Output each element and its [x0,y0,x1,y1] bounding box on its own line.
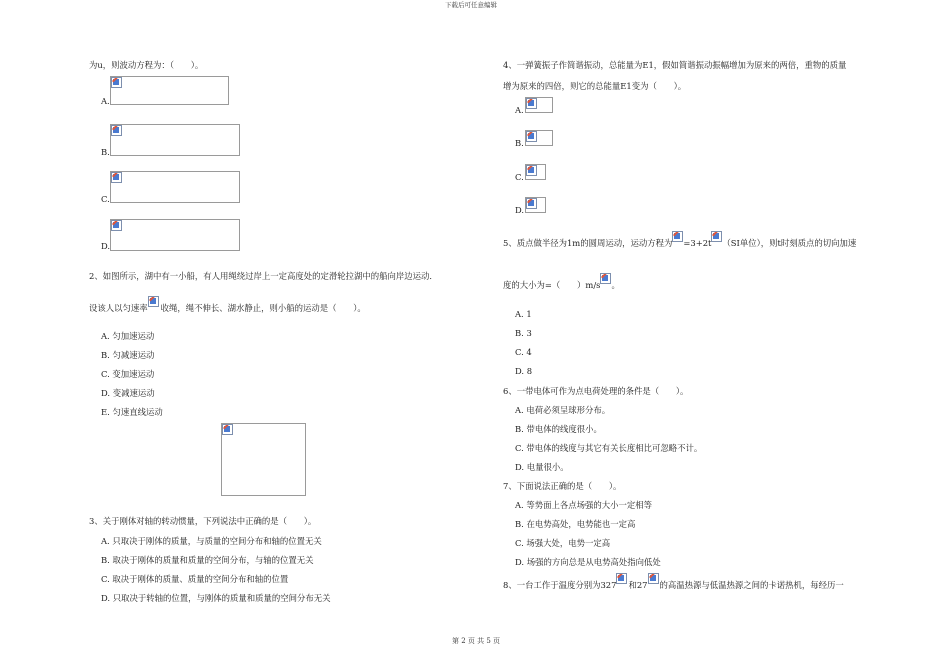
q4-option-d-figure [525,197,546,213]
q1-option-c-label: C. [101,194,110,204]
q1-option-b-label: B. [101,147,110,157]
q5-option-c: C. 4 [515,347,532,357]
broken-image-icon [526,198,537,209]
q4-option-a-label: A. [515,105,524,115]
broken-image-icon [111,220,122,231]
q7-option-b: B. 在电势高处，电势能也一定高 [515,519,636,529]
broken-image-icon [526,131,537,142]
q1-option-d-figure [110,219,240,251]
q2-option-b: B. 匀减速运动 [101,350,155,360]
q5-stem-line1 [503,236,856,249]
q8-stem-end: 的高温热源与低温热源之间的卡诺热机，每经历一 [659,580,844,590]
formula-image-icon [672,231,683,242]
q5-stem-line2 [503,278,620,291]
broken-image-icon [526,98,537,109]
q5-option-b: B. 3 [515,328,532,338]
broken-image-icon [526,165,537,176]
q4-option-c-figure [525,164,546,180]
formula-image-icon [148,296,159,307]
page-header: 下载后可任意编辑 [445,1,497,9]
q5-stem-line1-mid: =3+2t [683,238,712,248]
q1-option-a-figure [110,76,229,105]
q5-option-d: D. 8 [515,366,533,376]
q4-stem-line2: 增为原来的四倍，则它的总能量E1变为（ ）。 [503,81,687,91]
broken-image-icon [111,125,122,136]
q4-option-d-label: D. [515,205,525,215]
q6-option-b: B. 带电体的线度很小。 [515,424,602,434]
q2-stem-line2-start: 设该人以匀速率 [89,303,148,313]
broken-image-icon [222,424,233,435]
q3-option-b: B. 取决于刚体的质量和质量的空间分布，与轴的位置无关 [101,555,314,565]
q1-option-b-figure [110,124,240,156]
q7-option-a: A. 等势面上各点场强的大小一定相等 [515,500,652,510]
page-footer: 第 2 页 共 5 页 [452,637,501,645]
q1-option-c-figure [110,171,240,203]
q2-figure [221,423,306,496]
q1-stem-tail: 为u，则波动方程为：（ ）。 [89,60,204,70]
q5-option-a: A. 1 [515,309,532,319]
q3-option-a: A. 只取决于刚体的质量，与质量的空间分布和轴的位置无关 [101,536,322,546]
q7-option-d: D. 场强的方向总是从电势高处指向低处 [515,557,661,567]
q8-stem-mid: 和27 [628,580,648,590]
q5-stem-line1-end: （SI单位），则t时刻质点的切向加速 [722,238,857,248]
q7-option-c: C. 场强大处，电势一定高 [515,538,611,548]
q5-stem-line1-start: 5、质点做半径为1m的圆周运动，运动方程为 [503,238,673,248]
q7-stem: 7、下面说法正确的是（ ）。 [503,481,622,491]
formula-image-icon [648,573,659,584]
q2-option-d: D. 变减速运动 [101,388,155,398]
q1-option-d-label: D. [101,241,111,251]
broken-image-icon [111,172,122,183]
q6-option-d: D. 电量很小。 [515,462,569,472]
q3-option-c: C. 取决于刚体的质量、质量的空间分布和轴的位置 [101,574,289,584]
q6-option-a: A. 电荷必须呈球形分布。 [515,405,611,415]
q3-option-d: D. 只取决于转轴的位置，与刚体的质量和质量的空间分布无关 [101,593,331,603]
q2-option-e: E. 匀速直线运动 [101,407,163,417]
q4-stem-line1: 4、一弹簧振子作简谐振动，总能量为E1，假如简谐振动振幅增加为原来的两倍，重物的质量 [503,60,847,70]
q4-option-b-label: B. [515,138,524,148]
q8-stem-start: 8、一台工作于温度分别为327 [503,580,617,590]
formula-image-icon [711,231,722,242]
q4-option-b-figure [525,130,553,146]
q6-stem: 6、一带电体可作为点电荷处理的条件是（ ）。 [503,386,689,396]
formula-image-icon [600,273,611,284]
q2-option-a: A. 匀加速运动 [101,331,155,341]
formula-image-icon [616,573,627,584]
q8-stem [503,578,844,591]
broken-image-icon [111,77,122,88]
q4-option-c-label: C. [515,172,524,182]
q2-stem-line2-end: 收绳，绳不伸长、湖水静止，则小船的运动是（ ）。 [160,303,366,313]
q3-stem: 3、关于刚体对轴的转动惯量，下列说法中正确的是（ ）。 [89,516,317,526]
q6-option-c: C. 带电体的线度与其它有关长度相比可忽略不计。 [515,443,703,453]
q5-stem-line2-end: 。 [611,280,620,290]
q5-stem-line2-start: 度的大小为=（ ）m/s [503,280,601,290]
q2-stem-line2 [89,301,366,314]
q1-option-a-label: A. [101,96,110,106]
q2-option-c: C. 变加速运动 [101,369,155,379]
q2-stem-line1: 2、如图所示，湖中有一小船，有人用绳绕过岸上一定高度处的定滑轮拉湖中的船向岸边运动． [89,271,438,281]
q4-option-a-figure [525,97,553,113]
